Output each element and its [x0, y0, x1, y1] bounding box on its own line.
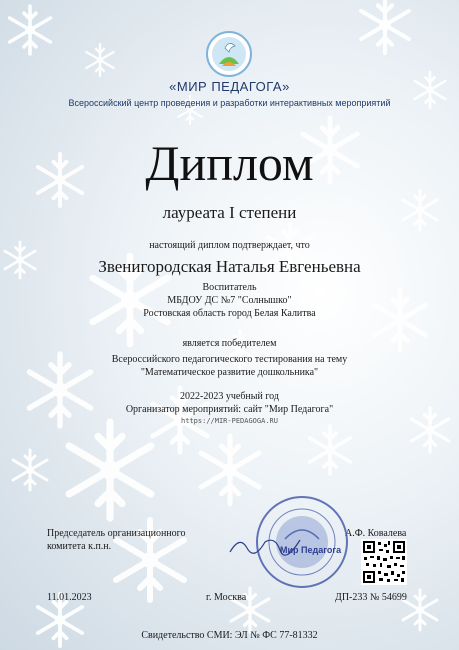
chairman-name: А.Ф. Ковалева — [345, 528, 407, 539]
stamp-text: Мир Педагога — [280, 545, 342, 555]
academic-year: 2022-2023 учебный год — [180, 391, 279, 402]
issue-date: 11.01.2023 — [47, 592, 92, 603]
diploma-title: Диплом — [145, 135, 314, 191]
signature-icon — [225, 530, 305, 560]
confirm-text: настоящий диплом подтверждает, что — [149, 240, 310, 251]
recipient-name: Звенигородская Наталья Евгеньевна — [98, 257, 361, 276]
qr-code-icon[interactable] — [361, 539, 407, 585]
chairman-title-line2: комитета к.п.н. — [47, 541, 112, 552]
media-certificate: Свидетельство СМИ: ЭЛ № ФС 77-81332 — [141, 630, 318, 641]
recipient-location: Ростовская область город Белая Калитва — [143, 308, 316, 319]
diploma-number: ДП-233 № 54699 — [335, 592, 407, 603]
issue-city: г. Москва — [206, 592, 247, 603]
logo-icon — [205, 30, 253, 78]
chairman-title-line1: Председатель организационного — [47, 528, 186, 539]
org-name: «МИР ПЕДАГОГА» — [169, 79, 290, 94]
diploma-degree: лауреата I степени — [162, 203, 297, 222]
recipient-institution: МБДОУ ДС №7 "Солнышко" — [167, 295, 292, 306]
recipient-position: Воспитатель — [202, 282, 257, 293]
website-link[interactable]: https://MIR-PEDAGOGA.RU — [181, 417, 278, 425]
organizer-text: Организатор мероприятий: сайт "Мир Педагога" — [125, 404, 334, 415]
winner-text: является победителем — [182, 338, 277, 349]
event-line-2: "Математическое развитие дошкольника" — [140, 367, 319, 378]
event-line-1: Всероссийского педагогического тестирования на тему — [111, 354, 348, 365]
org-description: Всероссийский центр проведения и разработки интерактивных мероприятий — [68, 98, 391, 108]
